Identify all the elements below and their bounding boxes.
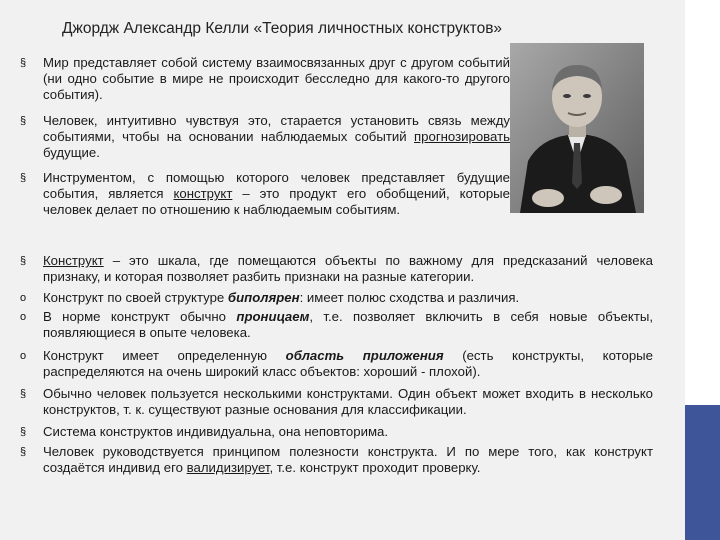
bullet-text: Обычно человек пользуется несколькими конструктами. Один объект может входить в несколько конструктов, т. к. существуют разные основания для классификации. (43, 386, 653, 418)
bullet-text: Конструкт имеет определенную область приложения (есть конструкты, которые распределяются на очень широкий класс объектов: хороший - плохой). (43, 348, 653, 380)
square-bullet-icon: § (20, 115, 27, 127)
circle-bullet-icon: o (20, 311, 27, 323)
bullet-text: Человек руководствуется принципом полезности конструкта. И по мере того, как конструкт создаётся индивид его валидизирует, т.е. конструкт проходит проверку. (43, 444, 653, 476)
bullet-text: Конструкт – это шкала, где помещаются объекты по важному для предсказаний человека признаку, и которая позволяет разбить признаки на разные категории. (43, 253, 653, 285)
square-bullet-icon: § (20, 172, 27, 184)
square-bullet-icon: § (20, 426, 27, 438)
portrait-photo (510, 43, 644, 213)
bullet-text: В норме конструкт обычно проницаем, т.е. позволяет включить в себя новые объекты, появляющиеся в опыте человека. (43, 309, 653, 341)
square-bullet-icon: § (20, 388, 27, 400)
circle-bullet-icon: o (20, 350, 27, 362)
bullet-text: Человек, интуитивно чувствуя это, старается установить связь между событиями, чтобы на основании наблюдаемых событий прогнозировать будущие. (43, 113, 510, 161)
slide-title: Джордж Александр Келли «Теория личностных конструктов» (62, 20, 503, 37)
circle-bullet-icon: o (20, 292, 27, 304)
accent-bar (685, 405, 720, 540)
bullet-text: Система конструктов индивидуальна, она неповторима. (43, 424, 389, 439)
bullet-text: Конструкт по своей структуре биполярен: имеет полюс сходства и различия. (43, 290, 520, 305)
square-bullet-icon: § (20, 57, 27, 69)
square-bullet-icon: § (20, 255, 27, 267)
bullet-text: Мир представляет собой систему взаимосвязанных друг с другом событий (ни одно событие в мире не происходит бесследно для какого-то другого события). (43, 55, 510, 103)
bullet-text: Инструментом, с помощью которого человек представляет будущие события, является конструкт – это продукт его обобщений, которые человек делает по отношению к наблюдаемым событиям. (43, 170, 510, 218)
portrait-image (510, 43, 644, 213)
square-bullet-icon: § (20, 446, 27, 458)
